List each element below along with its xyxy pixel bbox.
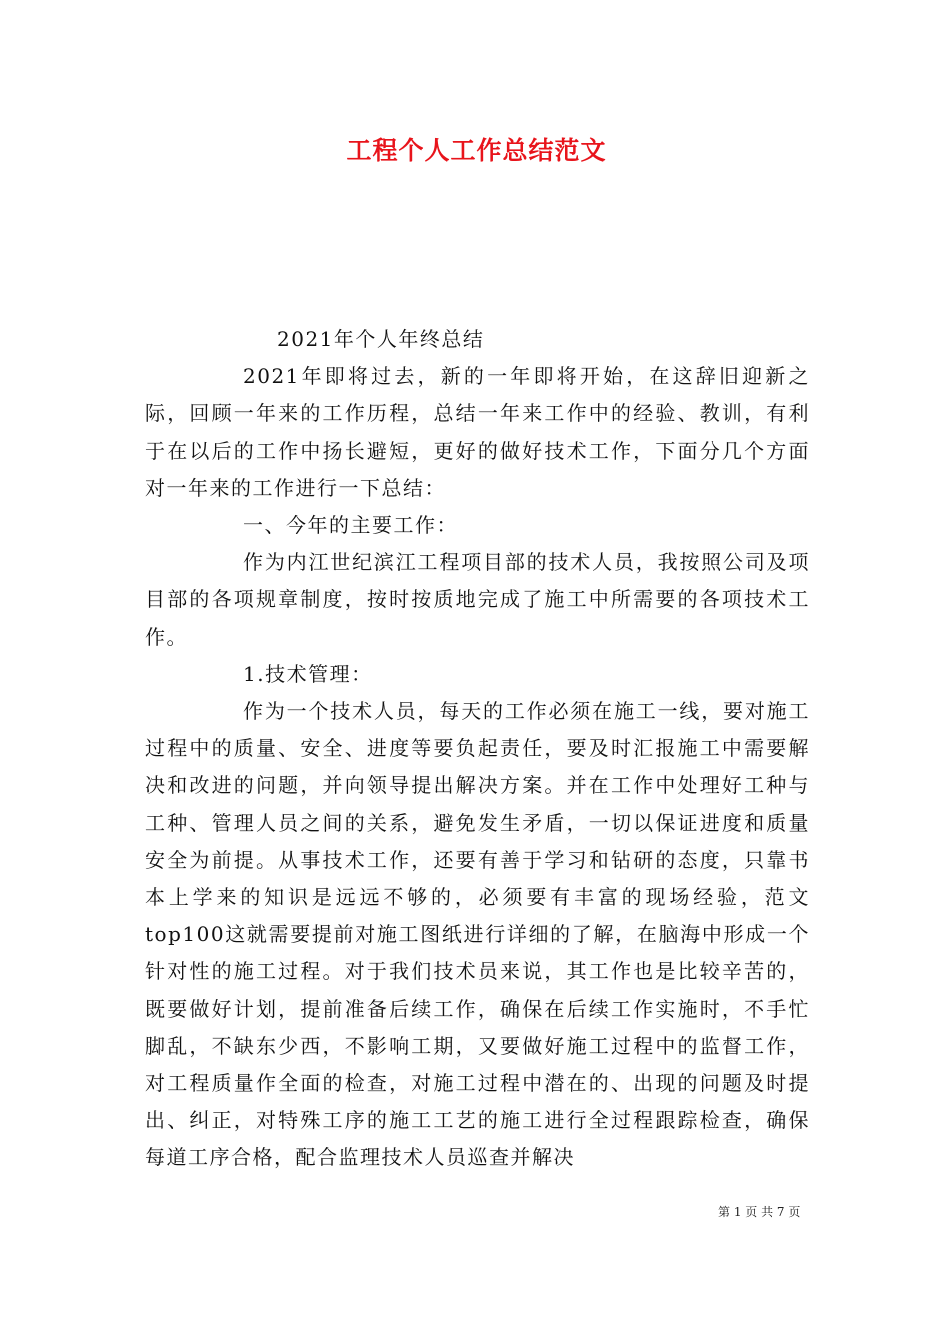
section-heading: 2021年个人年终总结 xyxy=(277,327,485,351)
document-title: 工程个人工作总结范文 xyxy=(346,136,607,165)
paragraph-role: 作为内江世纪滨江工程项目部的技术人员，我按照公司及项目部的各项规章制度，按时按质地完成了施工中所需要的各项技术工作。 xyxy=(145,550,810,649)
paragraph-technical-management: 作为一个技术人员，每天的工作必须在施工一线，要对施工过程中的质量、安全、进度等要负起责任，要及时汇报施工中需要解决和改进的问题，并向领导提出解决方案。并在工作中处理好工种与工种、管理人员之间的关系，避免发生矛盾，一切以保证进度和质量安全为前提。从事技术工作，还要有善于学习和钻研的态度，只靠书本上学来的知识是远远不够的，必须要有丰富的现场经验，范文top100这就需要提前对施工图纸进行详细的了解，在脑海中形成一个针对性的施工过程。对于我们技术员来说，其工作也是比较辛苦的，既要做好计划，提前准备后续工作，确保在后续工作实施时，不手忙脚乱，不缺东少西，不影响工期，又要做好施工过程中的监督工作，对工程质量作全面的检查，对施工过程中潜在的、出现的问题及时提出、纠正，对特殊工序的施工工艺的施工进行全过程跟踪检查，确保每道工序合格，配合监理技术人员巡查并解决 xyxy=(145,699,810,1170)
page-number: 第 1 页 共 7 页 xyxy=(718,1205,801,1219)
paragraph-section-one-heading: 一、今年的主要工作： xyxy=(243,513,458,538)
paragraph-technical-management-heading: 1.技术管理： xyxy=(243,661,373,686)
paragraph-intro: 2021年即将过去，新的一年即将开始，在这辞旧迎新之际，回顾一年来的工作历程，总结一年来工作中的经验、教训，有利于在以后的工作中扬长避短，更好的做好技术工作，下面分几个方面对一年来的工作进行一下总结： xyxy=(145,364,810,500)
document-body xyxy=(145,321,810,1177)
